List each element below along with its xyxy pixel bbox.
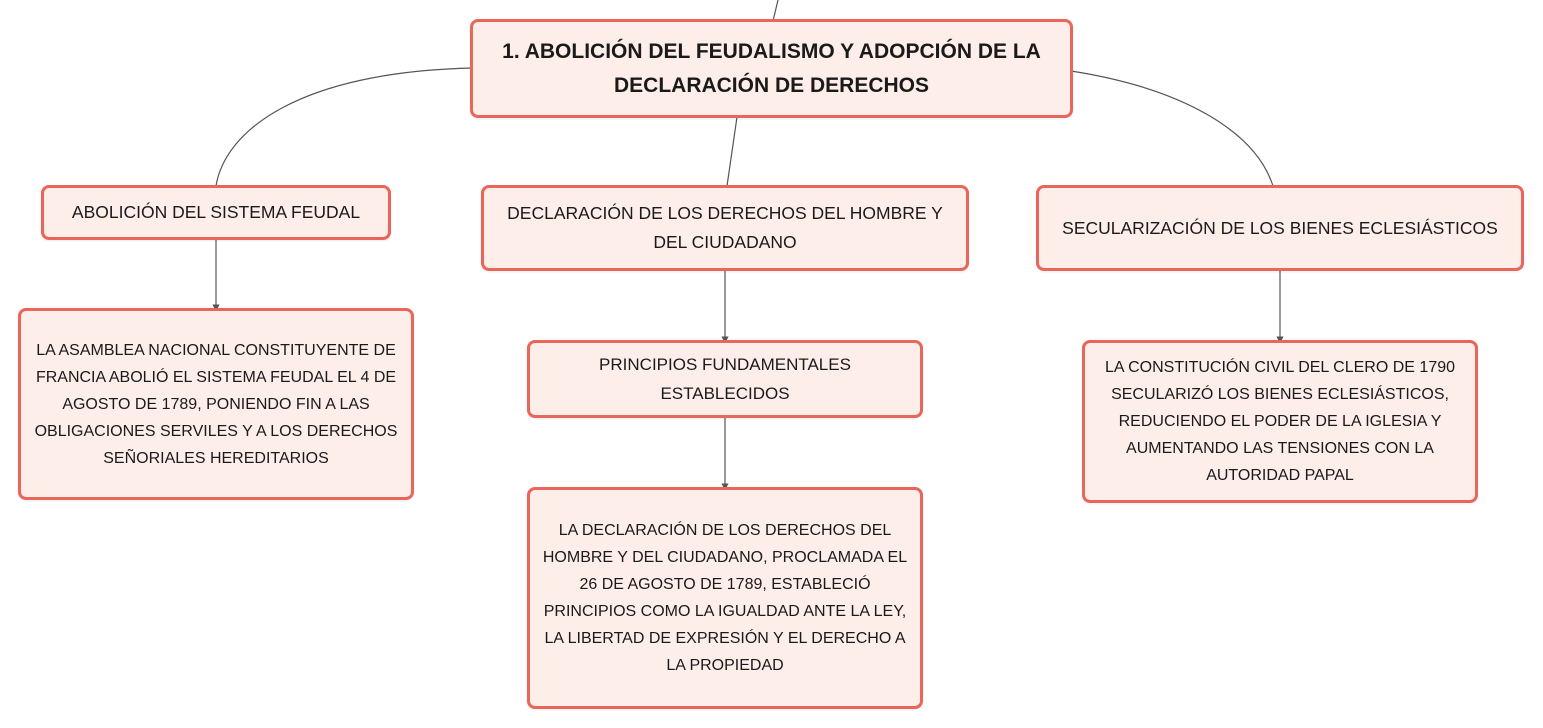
leaf-text: LA DECLARACIÓN DE LOS DERECHOS DEL HOMBRE Y DEL CIUDADANO, PROCLAMADA EL 26 DE AGOSTO DE 1789, ESTABLECIÓ PRINCIPIOS COMO LA IGUALDAD ANTE LA LEY, LA LIBERTAD DE EXPRESIÓN Y EL DERECHO A LA PROPIEDAD xyxy=(542,522,908,674)
branch-secularizacion[interactable] xyxy=(1036,185,1524,271)
branch-declaracion-derechos[interactable] xyxy=(481,185,969,271)
leaf-declaracion-detalle[interactable] xyxy=(527,487,923,709)
connector-root-feudal xyxy=(216,68,472,186)
root-title: 1. ABOLICIÓN DEL FEUDALISMO Y ADOPCIÓN DE LA DECLARACIÓN DE DERECHOS xyxy=(502,39,1041,97)
node-principios-fundamentales[interactable] xyxy=(527,340,923,418)
branch-abolicion-feudal[interactable] xyxy=(41,185,391,240)
branch-title: SECULARIZACIÓN DE LOS BIENES ECLESIÁSTICOS xyxy=(1062,217,1498,238)
leaf-text: LA ASAMBLEA NACIONAL CONSTITUYENTE DE FRANCIA ABOLIÓ EL SISTEMA FEUDAL EL 4 DE AGOSTO DE 1789, PONIENDO FIN A LAS OBLIGACIONES SERVILES Y A LOS DERECHOS SEÑORIALES HEREDITARIOS xyxy=(34,341,398,467)
root-node[interactable] xyxy=(470,19,1073,118)
connector-parent-root xyxy=(773,0,778,21)
leaf-text: LA CONSTITUCIÓN CIVIL DEL CLERO DE 1790 SECULARIZÓ LOS BIENES ECLESIÁSTICOS, REDUCIENDO EL PODER DE LA IGLESIA Y AUMENTANDO LAS TENSIONES CON LA AUTORIDAD PAPAL xyxy=(1104,359,1456,484)
branch-title: ABOLICIÓN DEL SISTEMA FEUDAL xyxy=(71,202,361,222)
connector-root-secularizacion xyxy=(1071,71,1273,186)
leaf-secularizacion[interactable] xyxy=(1082,340,1478,503)
node-text: PRINCIPIOS FUNDAMENTALES ESTABLECIDOS xyxy=(599,355,851,403)
leaf-abolicion-feudal[interactable] xyxy=(18,308,414,500)
connector-root-declaracion xyxy=(727,117,737,186)
branch-title: DECLARACIÓN DE LOS DERECHOS DEL HOMBRE Y DEL CIUDADANO xyxy=(507,203,943,252)
